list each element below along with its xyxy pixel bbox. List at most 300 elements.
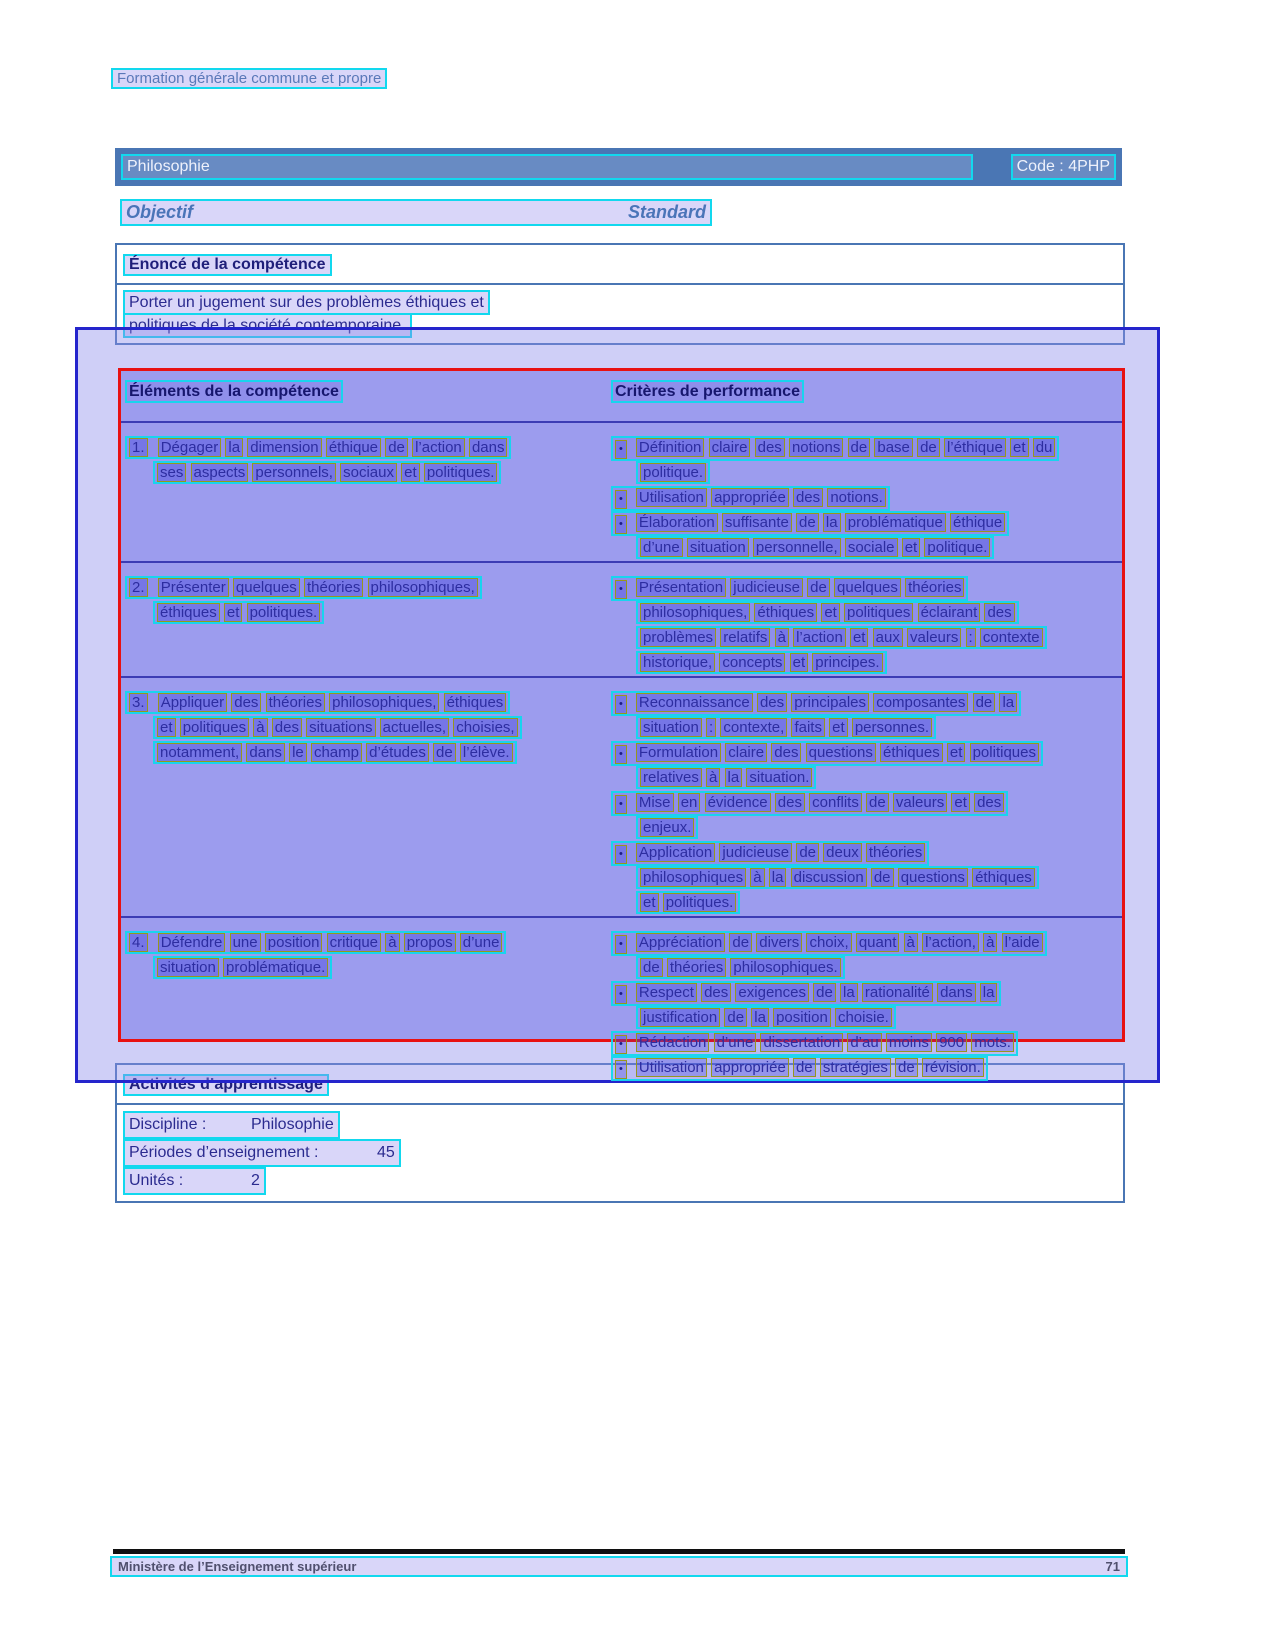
word-box: à [706,768,720,787]
word-box: questions [898,868,968,887]
word-box: appropriée [711,488,789,507]
word-box: divers [756,933,802,952]
element-line [125,436,609,461]
word-box: et [951,793,970,812]
word-box: la [980,983,998,1002]
line-highlight [125,380,343,403]
word-box: d’une [714,1033,757,1052]
word-box: dans [246,743,285,762]
element-line [153,956,609,981]
word-box: l’éthique [944,438,1006,457]
word-box: justification [640,1008,720,1027]
line-highlight [611,486,890,511]
word-box: contexte, [720,718,787,737]
word-box: et [401,463,420,482]
word-box: d’au [847,1033,881,1052]
word-box: situation [687,538,749,557]
line-highlight [636,816,698,839]
line-highlight [611,511,1009,536]
word-box: politique. [640,463,706,482]
word-box: et [640,893,659,912]
word-box: situations [306,718,375,737]
word-box: de [793,1058,816,1077]
bullet-icon: • [615,580,627,599]
word-box: l’action [412,438,465,457]
line-highlight [611,436,1059,461]
word-box: et [157,718,176,737]
word-box: des [231,693,261,712]
word-box: de [848,438,871,457]
word-box: Respect [636,983,697,1002]
criterion-line [611,1056,1122,1081]
word-box: sociale [845,538,898,557]
word-box: aspects [191,463,249,482]
line-highlight [153,461,501,484]
word-box: dimension [247,438,321,457]
word-box: problématique [845,513,946,532]
word-box: Présenter [158,578,229,597]
word-box: la [999,693,1017,712]
word-box: du [1033,438,1056,457]
line-highlight [153,601,324,624]
line-highlight [611,691,1021,716]
bullet-icon: • [615,745,627,764]
word-box: et [790,653,809,672]
line-highlight [636,956,845,979]
criterion-line [611,436,1122,461]
word-box: évidence [705,793,771,812]
criteres-header-cell [609,380,1122,421]
word-box: théories [866,843,925,862]
bullet-icon: • [615,985,627,1004]
word-box: des [775,793,805,812]
word-box: de [866,793,889,812]
criterion-line [611,576,1122,601]
line-highlight [636,651,887,674]
word-box: d’une [460,933,503,952]
word-box: : [966,628,976,647]
activity-value: 45 [377,1144,395,1161]
line-highlight [636,626,1047,649]
enonce-line [123,290,1123,313]
footer-rule [113,1549,1125,1554]
bullet-icon: • [615,935,627,954]
word-box: la [225,438,243,457]
activity-row [123,1111,1123,1139]
word-box: éthiques [880,743,943,762]
word-box: à [775,628,789,647]
word-box: Application [636,843,715,862]
competence-row-4 [121,916,1122,1081]
word-box: aux [873,628,903,647]
header-label: Formation générale commune et propre [117,70,382,87]
word-box: de [807,578,830,597]
word-box: à [750,868,764,887]
philosophy-band [115,148,1122,186]
criterion-line [611,486,1122,511]
word-box: philosophiques. [730,958,840,977]
word-box: Élaboration [636,513,718,532]
word-box: Appréciation [636,933,725,952]
word-box: théories [266,693,325,712]
word-box: révision. [922,1058,984,1077]
enonce-line [123,313,1123,336]
word-box: et [850,628,869,647]
word-box: politiques [180,718,249,737]
word-box: des [757,693,787,712]
criterion-line [636,956,1122,981]
element-line [153,716,609,741]
word-box: théories [304,578,363,597]
word-box: ses [157,463,186,482]
criterion-line [636,716,1122,741]
activity-highlight [123,1139,401,1167]
bullet-icon: • [615,1035,627,1054]
word-box: de [973,693,996,712]
activity-highlight [123,1111,340,1139]
activites-box [115,1063,1125,1203]
word-box: de [729,933,752,952]
word-box: base [874,438,913,457]
word-box: champ [311,743,362,762]
word-box: principales [791,693,869,712]
header-highlight [111,68,387,89]
word-box: la [769,868,787,887]
word-box: éthiques [972,868,1035,887]
word-box: concepts [719,653,785,672]
line-highlight [636,866,1039,889]
word-box: principes. [812,653,882,672]
bullet-icon: • [615,845,627,864]
criterion-line [611,511,1122,536]
word-box: composantes [873,693,968,712]
word-box: des [974,793,1004,812]
word-box: actuelles, [380,718,449,737]
footer-line [110,1556,1128,1577]
word-box: claire [725,743,767,762]
word-box: Défendre [158,933,226,952]
word-box: politiques. [663,893,737,912]
word-box: situation [157,958,219,977]
element-cell [121,563,609,676]
bullet-icon: • [615,440,627,459]
criterion-line [611,931,1122,956]
element-line [153,461,609,486]
competence-row-2 [121,561,1122,676]
word-box: choisies, [453,718,517,737]
activity-row [123,1139,1123,1167]
enonce-body [117,285,1123,336]
word-box: faits [791,718,825,737]
line-highlight [125,436,511,459]
formation-header [111,68,387,89]
criterion-line [636,866,1122,891]
line-highlight [636,601,1019,624]
line-highlight [125,691,510,714]
word-box: personnelle, [753,538,841,557]
word-box: la [840,983,858,1002]
word-box: éthiques [754,603,817,622]
word-box: problématique. [223,958,328,977]
word-box: Appliquer [158,693,227,712]
word-box: la [725,768,743,787]
word-box: la [823,513,841,532]
line-highlight [611,1056,988,1081]
word-box: de [385,438,408,457]
criterion-line [611,791,1122,816]
line-highlight [153,956,332,979]
word-box: à [253,718,267,737]
element-cell [121,678,609,916]
word-box: une [230,933,261,952]
word-box: à [385,933,399,952]
word-box: d’études [366,743,429,762]
word-box: 900 [936,1033,967,1052]
line-highlight [636,716,936,739]
word-box: politiques. [424,463,498,482]
word-box: et [947,743,966,762]
word-box: des [755,438,785,457]
word-box: personnels, [252,463,336,482]
word-box: théories [667,958,726,977]
line-highlight [611,931,1047,956]
word-box: enjeux. [640,818,694,837]
criterion-line [611,1031,1122,1056]
word-box: rationalité [862,983,933,1002]
word-box: quelques [834,578,901,597]
word-box: mots. [971,1033,1014,1052]
item-number: 2. [129,578,148,597]
word-box: de [871,868,894,887]
table-rows [121,423,1122,1081]
element-cell [121,918,609,1081]
word-box: Définition [636,438,705,457]
word-box: Rédaction [636,1033,710,1052]
band-title: Philosophie [121,154,973,180]
line-highlight [636,891,740,914]
word-box: politiques. [247,603,321,622]
word-box: choisie. [835,1008,892,1027]
line-highlight [153,741,517,764]
criteria-cell [609,678,1122,916]
criterion-line [636,651,1122,676]
word-box: et [829,718,848,737]
word-box: notions. [827,488,886,507]
word-box: des [272,718,302,737]
word-box: dans [937,983,976,1002]
competence-table [118,368,1125,1076]
word-box: claire [709,438,751,457]
word-box: choix, [806,933,851,952]
line-highlight [611,1031,1018,1056]
criteria-cell [609,918,1122,1081]
word-box: personnes. [852,718,932,737]
band-code: Code : 4PHP [1011,154,1116,180]
word-box: Utilisation [636,488,707,507]
word-box: Mise [636,793,674,812]
word-box: conflits [809,793,862,812]
word-box: politiques [970,743,1039,762]
word-box: judicieuse [719,843,792,862]
criterion-line [611,741,1122,766]
word-box: d’une [640,538,683,557]
word-box: dissertation [760,1033,843,1052]
line-highlight [636,536,994,559]
word-box: des [771,743,801,762]
word-box: position [773,1008,831,1027]
footer-page-number: 71 [1105,1559,1120,1574]
footer-highlight [110,1556,1128,1577]
word-box: éthique [950,513,1005,532]
criterion-line [636,816,1122,841]
word-box: Dégager [158,438,222,457]
competence-row-3 [121,676,1122,916]
enonce-line-text: Porter un jugement sur des problèmes éthiques et [123,290,490,315]
word-box: l’action, [922,933,979,952]
line-highlight [611,981,1001,1006]
criterion-line [636,461,1122,486]
line-highlight [611,791,1008,816]
criterion-line [636,626,1122,651]
word-box: en [678,793,701,812]
line-highlight [636,1006,896,1029]
word-box: théories [905,578,964,597]
line-highlight [125,931,506,954]
word-box: de [796,843,819,862]
word-box: Formulation [636,743,721,762]
word-box: quant [856,933,900,952]
word-box: questions [806,743,876,762]
line-highlight [611,741,1043,766]
word-box: et [224,603,243,622]
criterion-line [611,841,1122,866]
word-box: philosophiques, [640,603,750,622]
line-highlight [611,576,968,601]
item-number: 3. [129,693,148,712]
activity-label: Unités : [129,1172,184,1189]
word-box: quelques [233,578,300,597]
word-box: notamment, [157,743,242,762]
activites-title: Activités d’apprentissage [123,1074,329,1096]
word-box: à [904,933,918,952]
bullet-icon: • [615,1060,627,1079]
footer-left: Ministère de l’Enseignement supérieur [118,1559,357,1574]
word-box: de [895,1058,918,1077]
word-box: sociaux [340,463,397,482]
enonce-title: Énoncé de la compétence [123,254,332,276]
word-box: propos [404,933,456,952]
criterion-line [636,766,1122,791]
activity-value: Philosophie [251,1116,334,1133]
criteres-header: Critères de performance [615,383,800,400]
criterion-line [636,1006,1122,1031]
word-box: contexte [980,628,1043,647]
line-highlight [636,766,816,789]
word-box: problèmes [640,628,716,647]
activity-value: 2 [251,1172,260,1189]
line-highlight [125,576,482,599]
word-box: éclairant [918,603,981,622]
word-box: suffisante [722,513,792,532]
item-number: 1. [129,438,148,457]
elements-header: Éléments de la compétence [129,383,339,400]
element-line [125,576,609,601]
word-box: relatifs [720,628,770,647]
word-box: Utilisation [636,1058,707,1077]
word-box: l’élève. [460,743,513,762]
word-box: politiques [844,603,913,622]
word-box: de [724,1008,747,1027]
word-box: l’action [793,628,846,647]
element-line [153,741,609,766]
word-box: la [751,1008,769,1027]
word-box: des [701,983,731,1002]
word-box: et [1010,438,1029,457]
word-box: historique, [640,653,715,672]
word-box: relatives [640,768,702,787]
elements-header-cell [121,380,609,421]
bullet-icon: • [615,515,627,534]
bullet-icon: • [615,490,627,509]
enonce-box [115,243,1125,345]
word-box: moins [886,1033,932,1052]
element-line [125,691,609,716]
enonce-header-row [117,245,1123,285]
objectif-standard-row [120,199,712,226]
word-box: le [289,743,307,762]
element-cell [121,423,609,561]
word-box: politique. [924,538,990,557]
word-box: stratégies [820,1058,891,1077]
word-box: philosophiques, [368,578,478,597]
line-highlight [636,461,710,484]
word-box: critique [327,933,381,952]
activity-label: Discipline : [129,1116,207,1133]
word-box: dans [469,438,508,457]
word-box: philosophiques, [329,693,439,712]
standard-heading: Standard [627,202,706,222]
activity-row [123,1167,1123,1195]
word-box: appropriée [711,1058,789,1077]
bullet-icon: • [615,795,627,814]
line-highlight [153,716,522,739]
criterion-line [636,536,1122,561]
element-line [125,931,609,956]
line-highlight [611,841,929,866]
objectif-heading: Objectif [126,202,194,222]
word-box: exigences [735,983,809,1002]
word-box: notions [789,438,843,457]
word-box: et [821,603,840,622]
word-box: de [796,513,819,532]
activity-label: Périodes d’enseignement : [129,1144,319,1161]
criterion-line [636,601,1122,626]
word-box: Présentation [636,578,726,597]
word-box: l’aide [1002,933,1043,952]
bullet-icon: • [615,695,627,714]
word-box: et [902,538,921,557]
table-header-row [121,371,1122,423]
word-box: de [433,743,456,762]
line-highlight [611,380,804,403]
word-box: discussion [791,868,867,887]
word-box: deux [823,843,862,862]
enonce-line-text: politiques de la société contemporaine. [123,313,412,338]
word-box: valeurs [907,628,961,647]
word-box: position [265,933,323,952]
element-line [153,601,609,626]
word-box: Reconnaissance [636,693,753,712]
